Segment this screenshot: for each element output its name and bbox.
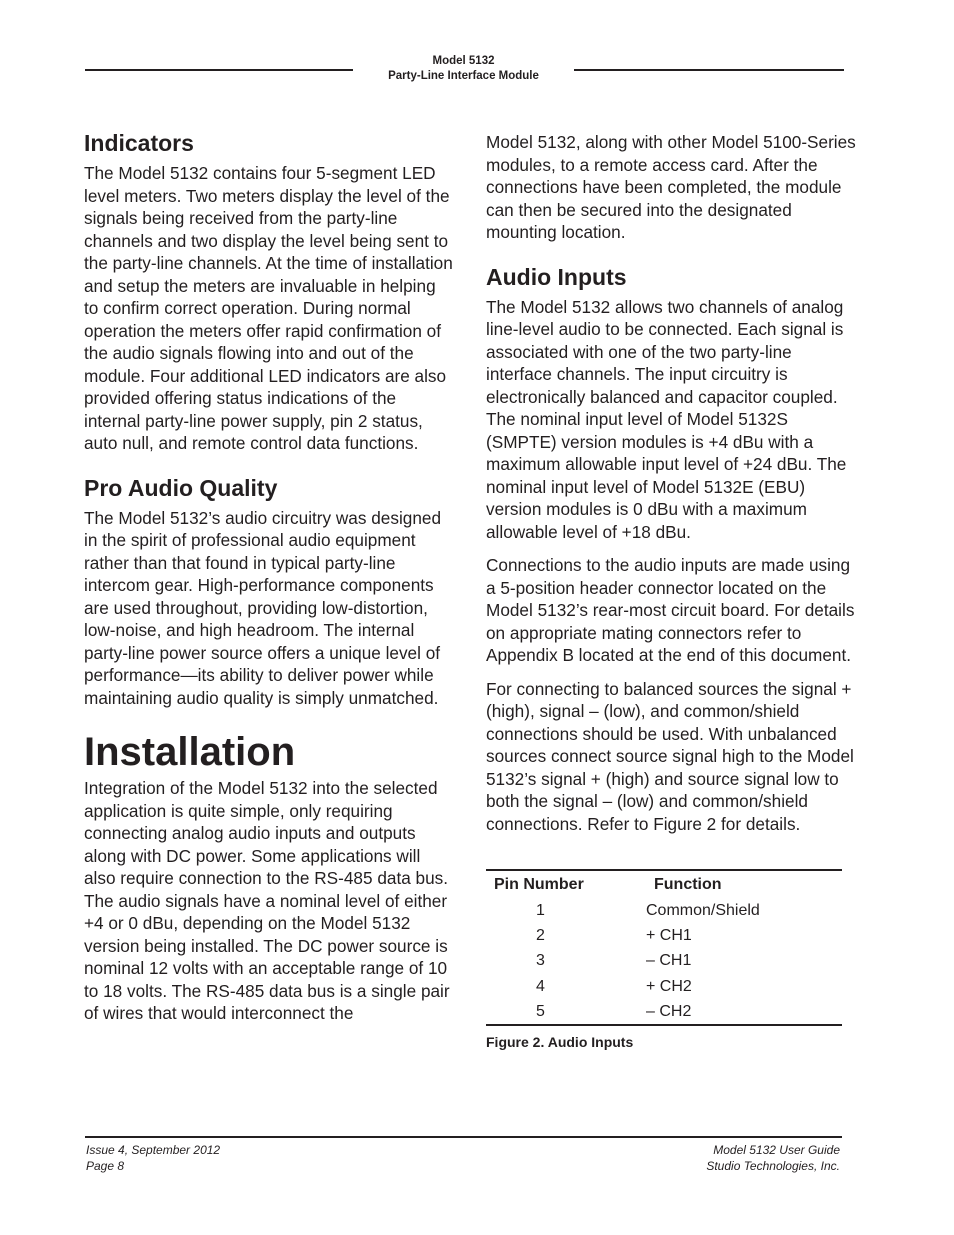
table-header-row xyxy=(486,870,842,898)
footer-left xyxy=(86,1143,220,1174)
pin-cell: 2 xyxy=(536,926,545,944)
function-cell: + CH1 xyxy=(646,926,692,944)
audio-inputs-paragraph-2: Connections to the audio inputs are made using a 5-position header connector located on the Model 5132’s rear-most circuit board. For details on appropriate mating connectors refer to Appendix B located at the end of this document. xyxy=(486,555,855,665)
footer-page-number: Page 8 xyxy=(86,1158,125,1173)
installation-text: Integration of the Model 5132 into the selected application is quite simple, only requiring connecting analog audio inputs and outputs along with DC power. Some applications will also require connection to the RS-485 data bus. The audio signals have a nominal level of either +4 or 0 dBu, depending on the Model 5132 version being installed. The DC power source is nominal 12 volts with an acceptable range of 10 to 18 volts. The RS-485 data bus is a single pair of wires that would interconnect the xyxy=(84,778,450,1023)
table-row xyxy=(486,923,842,948)
audio-inputs-pin-table xyxy=(486,869,842,1026)
header-subtitle: Party-Line Interface Module xyxy=(388,70,539,82)
function-cell: – CH1 xyxy=(646,952,692,970)
audio-inputs-heading: Audio Inputs xyxy=(486,263,627,290)
footer-company: Studio Technologies, Inc. xyxy=(706,1158,840,1173)
installation-continued-text: Model 5132, along with other Model 5100-Series modules, to a remote access card. After the connections have been completed, the module can then be secured into the designated mounting location. xyxy=(486,132,856,242)
footer-rule xyxy=(85,1136,842,1138)
header-model: Model 5132 xyxy=(432,55,495,67)
footer-issue: Issue 4, September 2012 xyxy=(86,1143,221,1157)
pro-audio-text: The Model 5132’s audio circuitry was designed in the spirit of professional audio equipment rather than that found in typical party-line intercom gear. High-performance components are used throughout, providing low-distortion, low-noise, and high headroom. The internal party-line power source offers a unique level of performance—its ability to deliver power while maintaining audio quality is simply unmatched. xyxy=(84,507,442,708)
indicators-text: The Model 5132 contains four 5-segment LED level meters. Two meters display the level of the signals being received from the party-line channels and two display the level being sent to the party-line channels. At the time of installation and setup the meters are invaluable in helping to confirm correct operation. During normal operation the meters offer rapid confirmation of the audio signals flowing into and out of the module. Four additional LED indicators are also provided offering status indications of the internal party-line power supply, pin 2 status, auto null, and remote control data functions. xyxy=(84,163,453,453)
header-rule-right xyxy=(574,69,844,71)
pin-cell: 3 xyxy=(536,952,545,970)
header-title xyxy=(353,54,574,84)
header-rule-left xyxy=(85,69,353,71)
audio-inputs-paragraph-1: The Model 5132 allows two channels of analog line-level audio to be connected. Each signal is associated with one of the two party-line interface channels. The input circuitry is electronically balanced and capacitor coupled. The nominal input level of Model 5132S (SMPTE) version modules is +4 dBu with a maximum allowable input level of +24 dBu. The nominal input level of Model 5132E (EBU) version modules is 0 dBu with a maximum allowable level of +18 dBu. xyxy=(486,296,847,542)
pin-cell: 4 xyxy=(536,977,545,995)
pin-cell: 5 xyxy=(536,1002,545,1020)
pin-cell: 1 xyxy=(536,901,545,919)
table-row xyxy=(486,949,842,974)
footer-right xyxy=(706,1143,840,1174)
left-column xyxy=(84,128,454,1025)
function-cell: – CH2 xyxy=(646,1002,692,1020)
right-column xyxy=(486,131,858,1050)
indicators-heading: Indicators xyxy=(84,130,194,156)
installation-heading: Installation xyxy=(84,730,296,774)
table-row xyxy=(486,999,842,1025)
table-row xyxy=(486,974,842,999)
footer-guide-title: Model 5132 User Guide xyxy=(713,1143,840,1157)
function-cell: Common/Shield xyxy=(646,901,760,919)
column-header-pin: Pin Number xyxy=(494,876,584,893)
column-header-function: Function xyxy=(654,876,722,893)
pro-audio-heading: Pro Audio Quality xyxy=(84,474,278,501)
table-row xyxy=(486,898,842,923)
function-cell: + CH2 xyxy=(646,977,692,995)
figure-caption: Figure 2. Audio Inputs xyxy=(486,1034,634,1051)
audio-inputs-paragraph-3: For connecting to balanced sources the signal + (high), signal – (low), and common/shield connections should be used. With unbalanced sources connect source signal high to the Model 5132’s signal + (high) and source signal low to both the signal – (low) and common/shield connections. Refer to Figure 2 for details. xyxy=(486,678,854,834)
